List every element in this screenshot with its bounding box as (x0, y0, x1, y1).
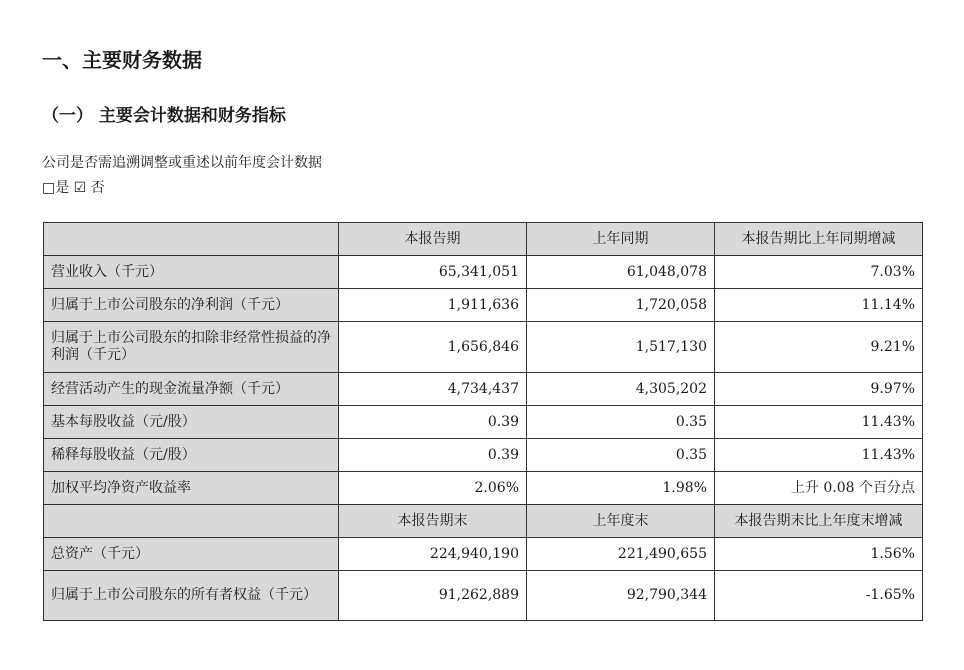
table-cell: 224,940,190 (339, 538, 527, 571)
table-row (44, 373, 923, 406)
table-cell: 9.21% (715, 322, 923, 373)
table-row (44, 322, 923, 373)
table-cell: -1.65% (715, 571, 923, 621)
table-cell: 4,305,202 (527, 373, 715, 406)
table-cell: 9.97% (715, 373, 923, 406)
table-cell: 11.43% (715, 439, 923, 472)
table-cell: 0.39 (339, 406, 527, 439)
row-label: 加权平均净资产收益率 (44, 472, 339, 505)
table-cell: 61,048,078 (527, 256, 715, 289)
header-cell: 上年同期 (527, 223, 715, 256)
table-cell: 7.03% (715, 256, 923, 289)
row-label: 归属于上市公司股东的扣除非经常性损益的净利润（千元） (44, 322, 339, 373)
section-title: 一、主要财务数据 (42, 48, 202, 72)
financial-data-table (43, 222, 923, 621)
row-label: 总资产（千元） (44, 538, 339, 571)
table-cell: 92,790,344 (527, 571, 715, 621)
table-cell: 0.35 (527, 406, 715, 439)
table-row (44, 439, 923, 472)
table-cell: 1.56% (715, 538, 923, 571)
table-header-row (44, 223, 923, 256)
header-cell: 上年度末 (527, 505, 715, 538)
header-cell: 本报告期 (339, 223, 527, 256)
header-cell: 本报告期末 (339, 505, 527, 538)
table-cell: 2.06% (339, 472, 527, 505)
table-cell: 11.14% (715, 289, 923, 322)
table-cell: 1.98% (527, 472, 715, 505)
table-cell: 91,262,889 (339, 571, 527, 621)
restatement-options: □是 ☑ 否 (42, 180, 105, 196)
table-row (44, 571, 923, 621)
row-label: 基本每股收益（元/股） (44, 406, 339, 439)
table-row (44, 472, 923, 505)
table-cell: 1,656,846 (339, 322, 527, 373)
table-row (44, 538, 923, 571)
table-cell: 65,341,051 (339, 256, 527, 289)
row-label: 经营活动产生的现金流量净额（千元） (44, 373, 339, 406)
table-cell: 4,734,437 (339, 373, 527, 406)
header-cell: 本报告期比上年同期增减 (715, 223, 923, 256)
table-cell: 0.39 (339, 439, 527, 472)
table-cell: 1,517,130 (527, 322, 715, 373)
header-cell (44, 223, 339, 256)
table-header-row (44, 505, 923, 538)
header-cell (44, 505, 339, 538)
table-cell: 11.43% (715, 406, 923, 439)
table-cell: 1,720,058 (527, 289, 715, 322)
row-label: 归属于上市公司股东的净利润（千元） (44, 289, 339, 322)
header-cell: 本报告期末比上年度末增减 (715, 505, 923, 538)
table-cell: 上升 0.08 个百分点 (715, 472, 923, 505)
row-label: 营业收入（千元） (44, 256, 339, 289)
table-row (44, 289, 923, 322)
table-row (44, 406, 923, 439)
subsection-title: （一） 主要会计数据和财务指标 (42, 106, 286, 126)
table-row (44, 256, 923, 289)
row-label: 稀释每股收益（元/股） (44, 439, 339, 472)
table-cell: 221,490,655 (527, 538, 715, 571)
table-cell: 0.35 (527, 439, 715, 472)
table-cell: 1,911,636 (339, 289, 527, 322)
row-label: 归属于上市公司股东的所有者权益（千元） (44, 571, 339, 621)
restatement-question: 公司是否需追溯调整或重述以前年度会计数据 (42, 155, 322, 171)
